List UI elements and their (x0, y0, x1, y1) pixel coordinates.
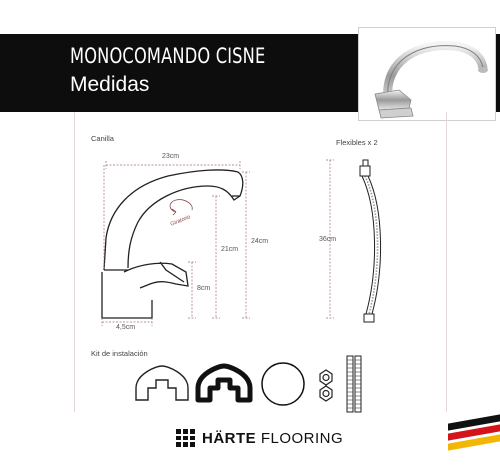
dim-lever-height-label: 8cm (197, 285, 211, 292)
rotation-note: Giratorio (169, 214, 192, 228)
page-title: MONOCOMANDO CISNE (70, 44, 266, 68)
page-subtitle: Medidas (70, 73, 150, 96)
brand-name-rest: FLOORING (256, 429, 344, 447)
rotation-arrow (170, 200, 192, 215)
kit-hex-nuts (320, 370, 332, 401)
faucet-section-label: Canilla (91, 134, 114, 143)
brand-name (202, 430, 343, 447)
brand-logo (176, 429, 343, 447)
dim-base-width-label: 4,5cm (116, 324, 136, 331)
dim-hose-length-label: 36cm (319, 236, 337, 243)
kit-section-label: Kit de instalación (91, 349, 148, 358)
dim-width-label: 23cm (162, 153, 180, 160)
hoses-section-label: Flexibles x 2 (336, 138, 378, 147)
dim-spout-height-label: 21cm (221, 246, 239, 253)
dim-total-height-label: 24cm (251, 238, 269, 245)
kit-threaded-rods (347, 356, 361, 412)
faucet-drawing (102, 170, 243, 318)
dimension-lines (102, 160, 337, 326)
kit-bracket-solid (198, 366, 250, 400)
flexible-hose-drawing (360, 160, 381, 322)
flag-grid-icon (176, 429, 196, 447)
kit-o-ring (262, 363, 304, 405)
kit-bracket-outline (136, 366, 188, 400)
brand-name-bold: HÄRTE (202, 429, 257, 447)
